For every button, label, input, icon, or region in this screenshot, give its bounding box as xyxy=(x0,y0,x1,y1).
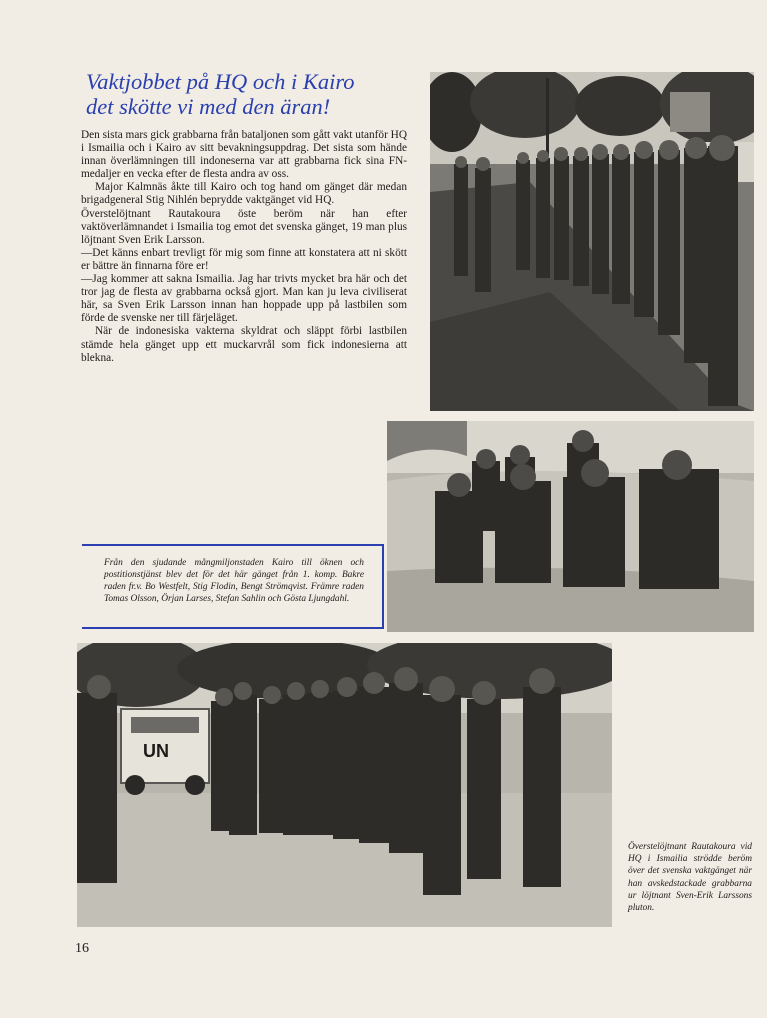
page-number: 16 xyxy=(75,941,89,956)
photo-soldiers-at-gate xyxy=(430,72,754,411)
article-paragraph: Överstelöjtnant Rautakoura öste beröm när han efter vaktöverlämnandet i Ismailia tog emot det svenska gänget, 19 man plus löjtnant Sven Erik Larsson. xyxy=(81,207,407,246)
article-paragraph: När de indonesiska vakterna skyldrat och släppt förbi lastbilen stämde hela gänget upp ett muckarvrål som fick indonesierna att blekna. xyxy=(81,325,407,364)
caption-inspection-photo: Överstelöjtnant Rautakoura vid HQ i Ismailia strödde beröm över det svenska vaktgänget när han avskedstackade grabbarna ur löjtnant Sven-Erik Larssons pluton. xyxy=(628,842,752,914)
article-paragraph: —Jag kommer att sakna Ismailia. Jag har trivts mycket bra här och det tror jag de flesta av grabbarna också gjort. Man kan ju leva civiliserat här, sa Sven Erik Larsson innan han hoppade upp på lastbilen som förde de svenske ner till färjeläget. xyxy=(81,273,407,325)
article-paragraph: Den sista mars gick grabbarna från bataljonen som gått vakt utanför HQ i Ismailia och i Kairo av sitt bevakningsuppdrag. Det sista som hände innan överlämningen till indoneserna var att grabbarna fick sina FN-medaljer en vecka efter de flesta andra av oss. xyxy=(81,129,407,181)
photo-group-in-desert xyxy=(387,421,754,632)
article-body xyxy=(81,129,407,365)
caption-box-group-photo xyxy=(82,544,384,629)
article-paragraph: Major Kalmnäs åkte till Kairo och tog hand om gänget där medan brigadgeneral Stig Nihlén beprydde vaktgänget vid HQ. xyxy=(81,181,407,207)
article-title-line-1: Vaktjobbet på HQ och i Kairo xyxy=(86,69,355,94)
photo-inspection-with-un-vehicle xyxy=(77,643,612,927)
article-title-line-2: det skötte vi med den äran! xyxy=(86,94,331,119)
caption-group-photo: Från den sjudande mångmiljonstaden Kairo till öknen och postitionstjänst blev det för det här gänget från 1. komp. Bakre raden fr.v. Bo Westfelt, Stig Flodin, Bengt Strömqvist. Främre raden Tomas Olsson, Örjan Larses, Stefan Sahlin och Gösta Ljungdahl. xyxy=(104,558,364,604)
article-paragraph: —Det känns enbart trevligt för mig som finne att konstatera att ni skött er bättre än finnarna före er! xyxy=(81,246,407,272)
un-vehicle-marking: UN xyxy=(143,741,169,761)
article-title xyxy=(86,69,416,119)
